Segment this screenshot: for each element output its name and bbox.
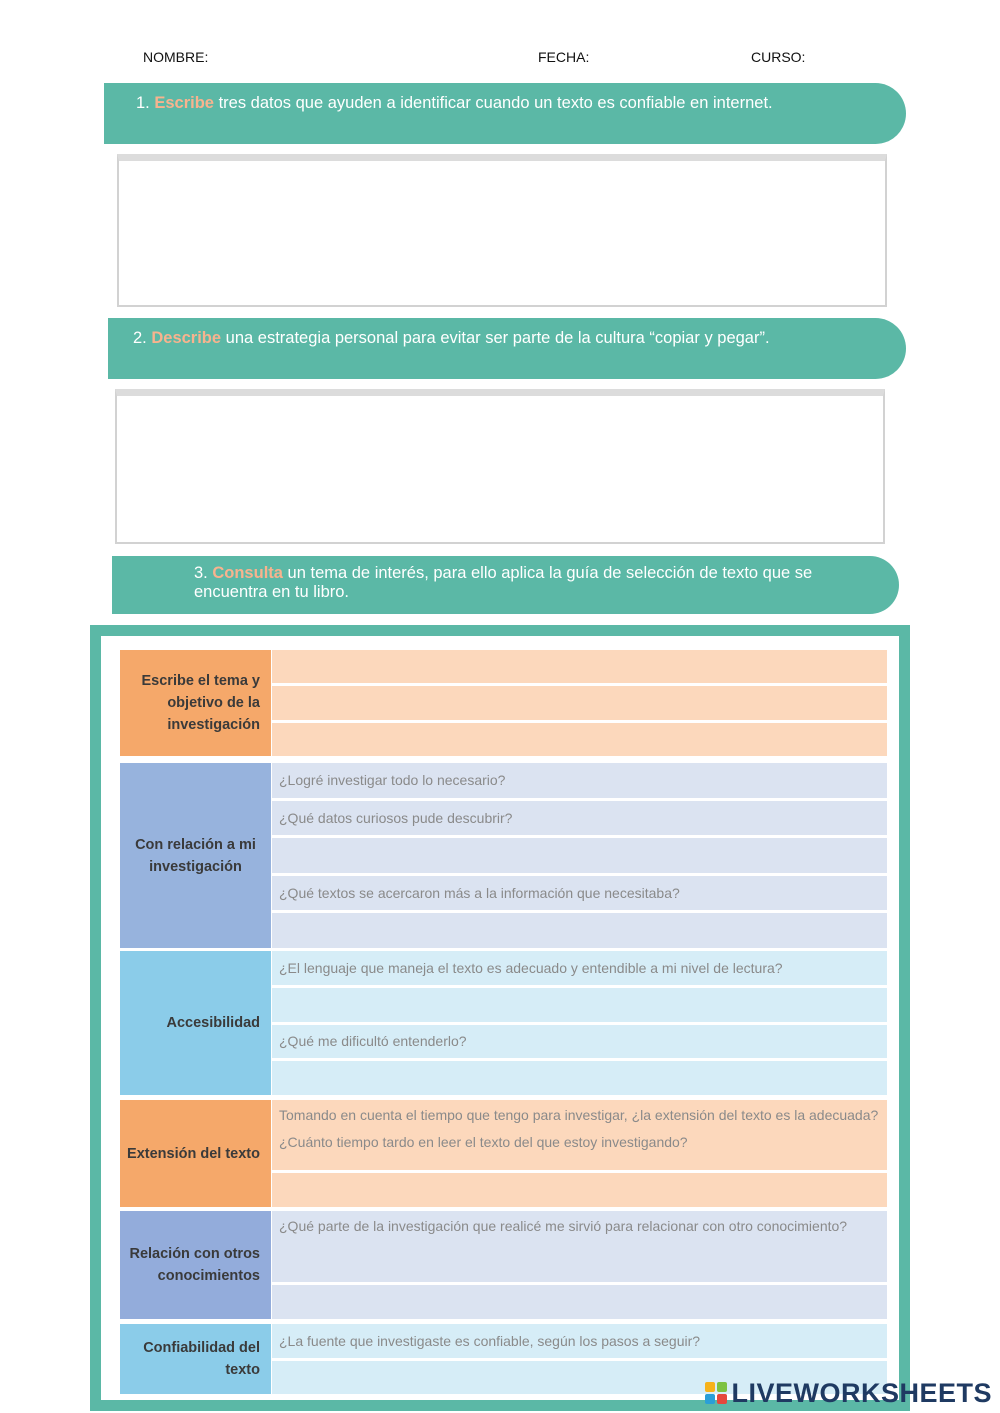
date-label: FECHA: [538, 49, 590, 65]
guide-section-label: Extensión del texto [120, 1100, 271, 1207]
guide-row[interactable]: ¿Qué me dificultó entenderlo? [272, 1025, 887, 1059]
guide-section-knowledge [120, 1211, 887, 1319]
question-1-banner [104, 83, 906, 144]
guide-row[interactable] [272, 1173, 887, 1207]
guide-section-rows [272, 763, 887, 948]
guide-row[interactable]: ¿Logré investigar todo lo necesario? [272, 763, 887, 798]
answer-1-input[interactable] [119, 161, 885, 305]
answer-box-1[interactable] [117, 154, 887, 307]
guide-row[interactable] [272, 988, 887, 1022]
course-label: CURSO: [751, 49, 806, 65]
question-1-keyword: Escribe [154, 94, 214, 112]
guide-row[interactable]: Tomando en cuenta el tiempo que tengo para investigar, ¿la extensión del texto es la adecuada? ¿Cuánto tiempo tardo en leer el texto del que estoy investigando? [272, 1100, 887, 1170]
answer-box-2[interactable] [115, 389, 885, 544]
liveworksheets-logo [705, 1378, 992, 1409]
guide-row[interactable] [272, 723, 887, 756]
question-1-number: 1. [136, 94, 150, 112]
guide-row[interactable] [272, 838, 887, 873]
guide-section-label: Escribe el tema y objetivo de la investigación [120, 650, 271, 756]
logo-text: LIVEWORKSHEETS [731, 1378, 992, 1408]
question-3-number: 3. [194, 564, 208, 582]
answer-2-input[interactable] [117, 396, 883, 542]
guide-section-rows [272, 951, 887, 1095]
guide-row[interactable] [272, 1061, 887, 1095]
guide-section-topic [120, 650, 887, 756]
guide-section-label: Accesibilidad [120, 951, 271, 1095]
guide-section-label: Con relación a mi investigación [120, 763, 271, 948]
guide-section-accessibility [120, 951, 887, 1095]
question-3-text: un tema de interés, para ello aplica la guía de selección de texto que se encuentra en tu libro. [194, 564, 813, 601]
question-2-number: 2. [133, 329, 147, 347]
guide-row[interactable] [272, 686, 887, 719]
guide-row[interactable]: ¿Qué parte de la investigación que realicé me sirvió para relacionar con otro conocimiento? [272, 1211, 887, 1282]
question-1-text: tres datos que ayuden a identificar cuando un texto es confiable en internet. [218, 94, 773, 112]
guide-frame [90, 625, 910, 1411]
guide-section-rows [272, 1100, 887, 1207]
guide-section-label: Confiabilidad del texto [120, 1324, 271, 1394]
guide-section-length [120, 1100, 887, 1207]
question-3-banner [112, 556, 899, 614]
guide-section-research [120, 763, 887, 948]
name-label: NOMBRE: [143, 49, 209, 65]
guide-row[interactable] [272, 1285, 887, 1319]
guide-row[interactable]: ¿La fuente que investigaste es confiable, según los pasos a seguir? [272, 1324, 887, 1358]
guide-table [101, 636, 899, 1400]
logo-mark-icon [705, 1382, 727, 1404]
guide-section-label: Relación con otros conocimientos [120, 1211, 271, 1319]
guide-row[interactable] [272, 913, 887, 948]
question-2-text: una estrategia personal para evitar ser parte de la cultura “copiar y pegar”. [225, 329, 770, 347]
guide-section-rows [272, 650, 887, 756]
question-2-banner [108, 318, 906, 379]
guide-row[interactable]: ¿Qué datos curiosos pude descubrir? [272, 801, 887, 836]
guide-row[interactable]: ¿Qué textos se acercaron más a la información que necesitaba? [272, 876, 887, 911]
question-3-keyword: Consulta [212, 564, 283, 582]
question-2-keyword: Describe [151, 329, 222, 347]
guide-section-rows [272, 1211, 887, 1319]
guide-row[interactable]: ¿El lenguaje que maneja el texto es adecuado y entendible a mi nivel de lectura? [272, 951, 887, 985]
guide-row[interactable] [272, 650, 887, 683]
